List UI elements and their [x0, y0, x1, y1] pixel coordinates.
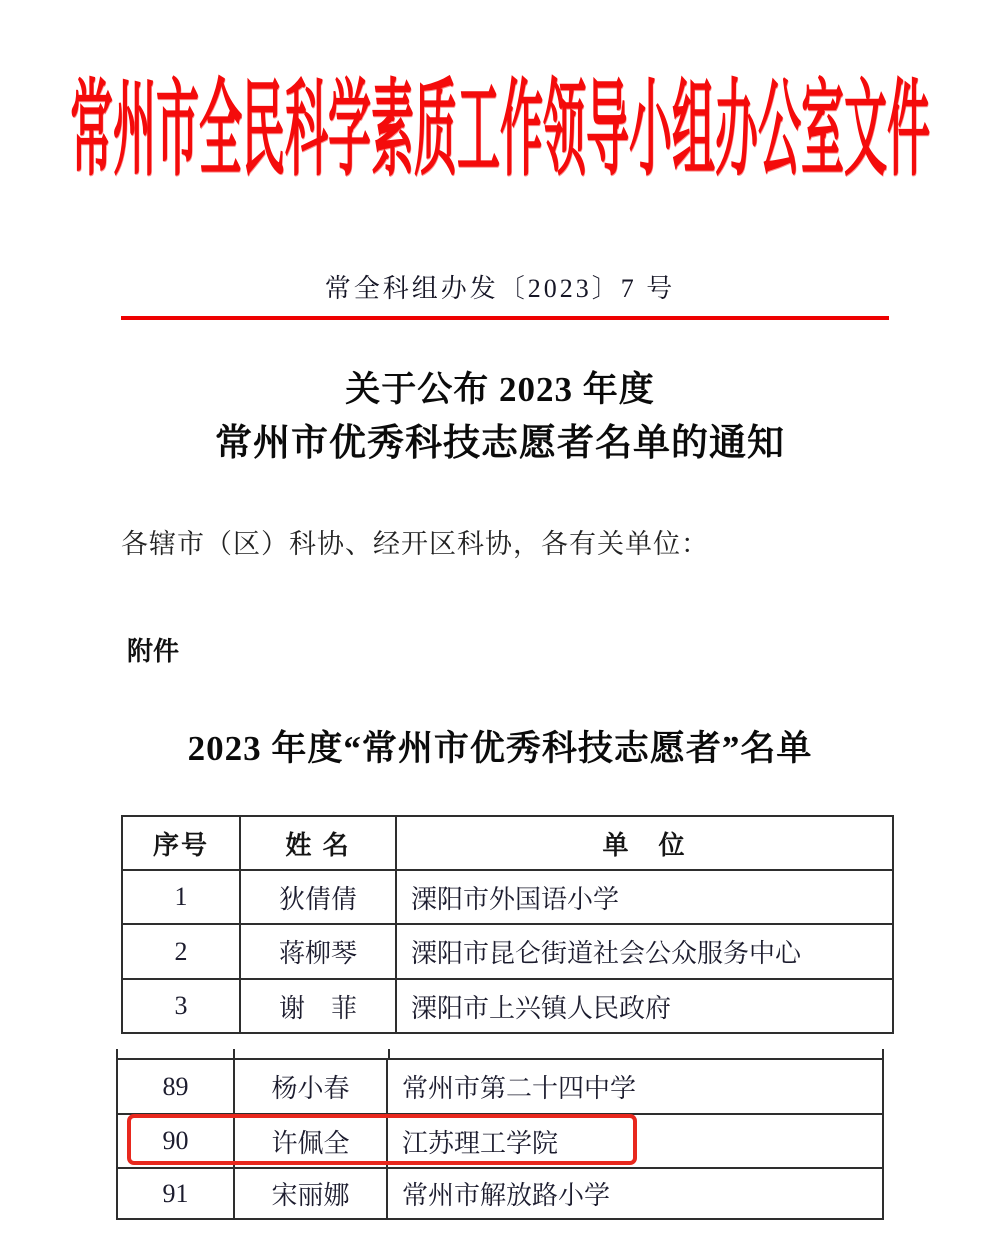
header-cell-name: 姓 名: [239, 817, 395, 869]
cell-no: 91: [162, 1178, 189, 1208]
cell-name: 宋丽娜: [233, 1169, 386, 1218]
header-cell-no: 序号: [152, 829, 209, 860]
cell-no: 3: [174, 991, 188, 1020]
cell-unit: 常州市解放路小学: [386, 1169, 882, 1218]
cell-no: 90: [162, 1126, 189, 1155]
cell-no: 1: [174, 882, 188, 911]
cell-name: 杨小春: [233, 1060, 386, 1113]
table-column-stub: [882, 1049, 884, 1058]
cell-unit: 常州市第二十四中学: [386, 1060, 882, 1113]
cell-no: 89: [162, 1071, 189, 1101]
row-90-highlight-box: [127, 1114, 637, 1165]
cell-name: 蒋柳琴: [239, 925, 395, 978]
table-row: [123, 923, 892, 978]
attachment-label: 附件: [127, 636, 180, 666]
cell-no: 2: [174, 936, 188, 966]
roster-table-segment-1: [121, 815, 894, 1034]
cell-unit: 溧阳市外国语小学: [395, 871, 892, 923]
cell-unit: 溧阳市昆仑街道社会公众服务中心: [395, 925, 892, 978]
cell-unit: 溧阳市上兴镇人民政府: [395, 980, 892, 1032]
header-cell-unit: 单 位: [395, 817, 892, 869]
letterhead-title: 常州市全民科学素质工作领导小组办公室文件: [70, 74, 930, 190]
table-row: [123, 869, 892, 923]
cell-name: 谢 菲: [239, 980, 395, 1032]
table-row: [118, 1060, 882, 1113]
letterhead-banner: [70, 58, 930, 190]
notice-title-line1: 关于公布 2023 年度: [345, 370, 655, 409]
red-divider-rule: [121, 316, 889, 320]
table-row: [118, 1167, 882, 1218]
cell-name: 许佩全: [233, 1115, 386, 1167]
table-column-stub: [233, 1049, 235, 1058]
table-column-stub: [388, 1049, 390, 1058]
addressee-line: 各辖市（区）科协、经开区科协，各有关单位：: [121, 529, 709, 559]
table-header-row: [123, 817, 892, 869]
notice-title-line2: 常州市优秀科技志愿者名单的通知: [215, 423, 785, 464]
cell-name: 狄倩倩: [239, 871, 395, 923]
table-column-stub: [116, 1049, 118, 1058]
document-number: 常全科组办发〔2023〕7 号: [324, 274, 676, 303]
cell-unit: 江苏理工学院: [386, 1115, 882, 1167]
table-row: [123, 978, 892, 1032]
roster-list-title: 2023 年度“常州市优秀科技志愿者”名单: [187, 729, 813, 768]
